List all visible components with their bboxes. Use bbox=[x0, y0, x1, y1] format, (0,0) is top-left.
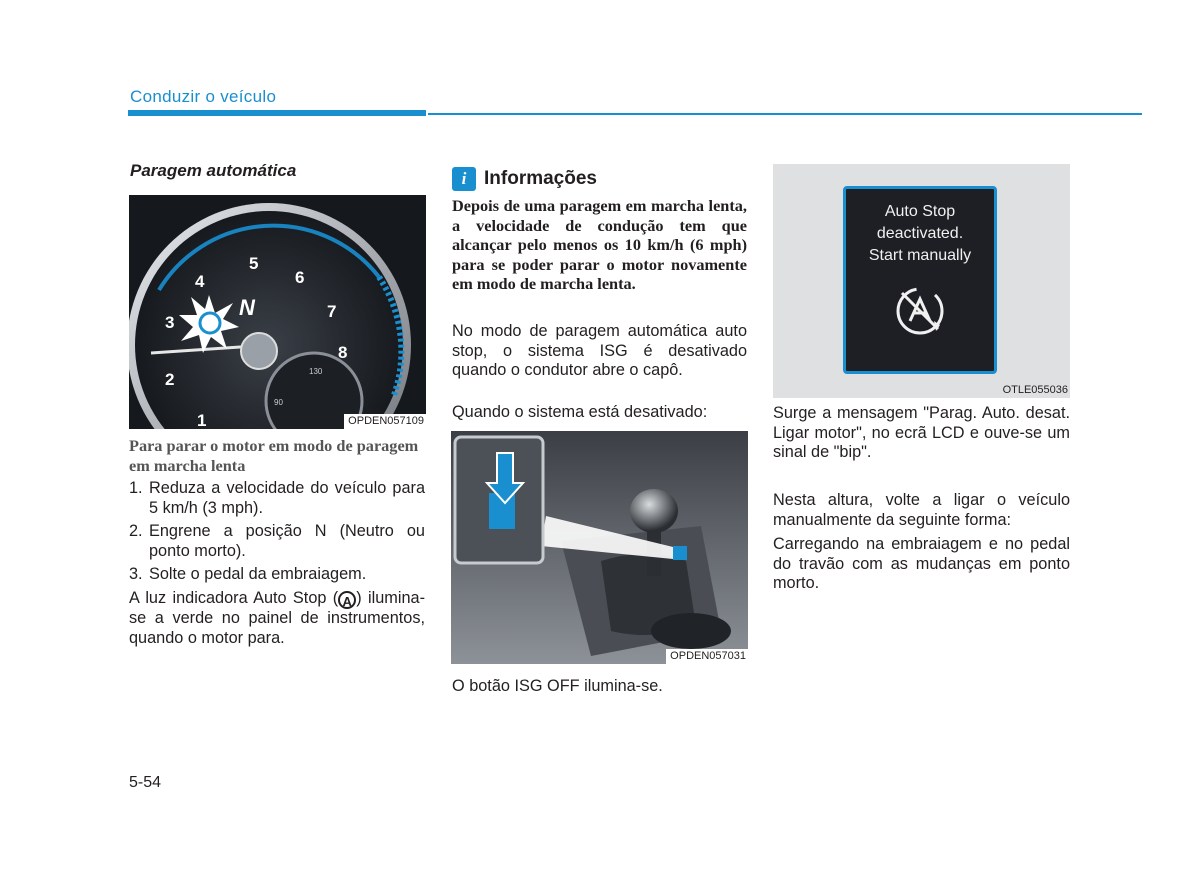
info-icon: i bbox=[452, 167, 476, 191]
gauge-number-3: 3 bbox=[165, 313, 175, 332]
lcd-message-figure bbox=[773, 164, 1070, 398]
gauge-number-4: 4 bbox=[195, 272, 205, 291]
lcd-screen bbox=[843, 186, 997, 374]
hood-paragraph: No modo de paragem automática auto stop, o sistema ISG é desativado quando o condutor abre o capô. bbox=[452, 322, 747, 380]
header-rule-thin bbox=[428, 113, 1142, 115]
lcd-message-paragraph: Surge a mensagem "Parag. Auto. desat. Ligar motor", no ecrã LCD e ouve-se um sinal de "bip". bbox=[773, 404, 1070, 462]
gauge-number-1: 1 bbox=[197, 411, 207, 429]
list-item bbox=[129, 479, 425, 518]
isg-caption: O botão ISG OFF ilumina-se. bbox=[452, 677, 663, 695]
info-title: Informações bbox=[484, 168, 597, 189]
gauge-number-5: 5 bbox=[249, 254, 259, 273]
page-number: 5-54 bbox=[129, 774, 162, 791]
step-number: 1. bbox=[129, 479, 143, 497]
list-item bbox=[129, 522, 425, 561]
gear-shifter-illustration bbox=[451, 431, 748, 664]
gauge-number-7: 7 bbox=[327, 302, 337, 321]
figure-label: OPDEN057031 bbox=[666, 649, 748, 664]
lcd-line: Start manually bbox=[868, 247, 972, 264]
temp-gauge-low: 90 bbox=[274, 398, 283, 407]
auto-stop-off-icon bbox=[890, 281, 950, 341]
gauge-number-2: 2 bbox=[165, 370, 175, 389]
steps-list bbox=[129, 479, 425, 648]
lcd-line: Auto Stop bbox=[884, 203, 956, 220]
sub-heading: Para parar o motor em modo de paragem em marcha lenta bbox=[129, 436, 419, 475]
chapter-title: Conduzir o veículo bbox=[130, 87, 277, 106]
step-number: 3. bbox=[129, 565, 143, 584]
info-heading bbox=[452, 167, 597, 191]
instrument-cluster-figure bbox=[129, 195, 426, 429]
auto-stop-icon: A bbox=[338, 591, 356, 609]
list-item bbox=[129, 565, 425, 585]
figure-label: OPDEN057109 bbox=[344, 414, 426, 429]
tachometer-illustration bbox=[129, 195, 426, 429]
gauge-number-6: 6 bbox=[295, 268, 305, 287]
lcd-line: deactivated. bbox=[876, 225, 964, 242]
paragraph-text: ) ilumina-se a verde no painel de instrumentos, quando o motor para. bbox=[129, 588, 426, 647]
paragraph-text: A luz indicadora Auto Stop ( bbox=[129, 588, 339, 607]
clutch-paragraph: Carregando na embraiagem e no pedal do travão com as mudanças em ponto morto. bbox=[773, 535, 1070, 593]
isg-button-figure bbox=[451, 431, 748, 664]
step-number: 2. bbox=[129, 522, 143, 541]
step-text: Reduza a velocidade do veículo para 5 km/h (3 mph). bbox=[149, 479, 425, 517]
auto-stop-indicator-paragraph bbox=[129, 589, 425, 648]
header-rule-thick bbox=[128, 110, 426, 116]
deactivated-paragraph: Quando o sistema está desativado: bbox=[452, 403, 708, 421]
restart-paragraph: Nesta altura, volte a ligar o veículo manualmente da seguinte forma: bbox=[773, 491, 1070, 529]
temp-gauge-high: 130 bbox=[309, 367, 323, 376]
step-text: Solte o pedal da embraiagem. bbox=[149, 565, 367, 584]
section-title: Paragem automática bbox=[130, 161, 297, 180]
gauge-number-8: 8 bbox=[338, 343, 348, 362]
figure-label: OTLE055036 bbox=[999, 383, 1070, 398]
n-logo-icon: N bbox=[239, 295, 255, 320]
step-text: Engrene a posição N (Neutro ou ponto morto). bbox=[149, 522, 425, 560]
info-note: Depois de uma paragem em marcha lenta, a velocidade de condução tem que alcançar pelo menos os 10 km/h (6 mph) para se poder parar o motor novamente em modo de marcha lenta. bbox=[452, 196, 747, 293]
